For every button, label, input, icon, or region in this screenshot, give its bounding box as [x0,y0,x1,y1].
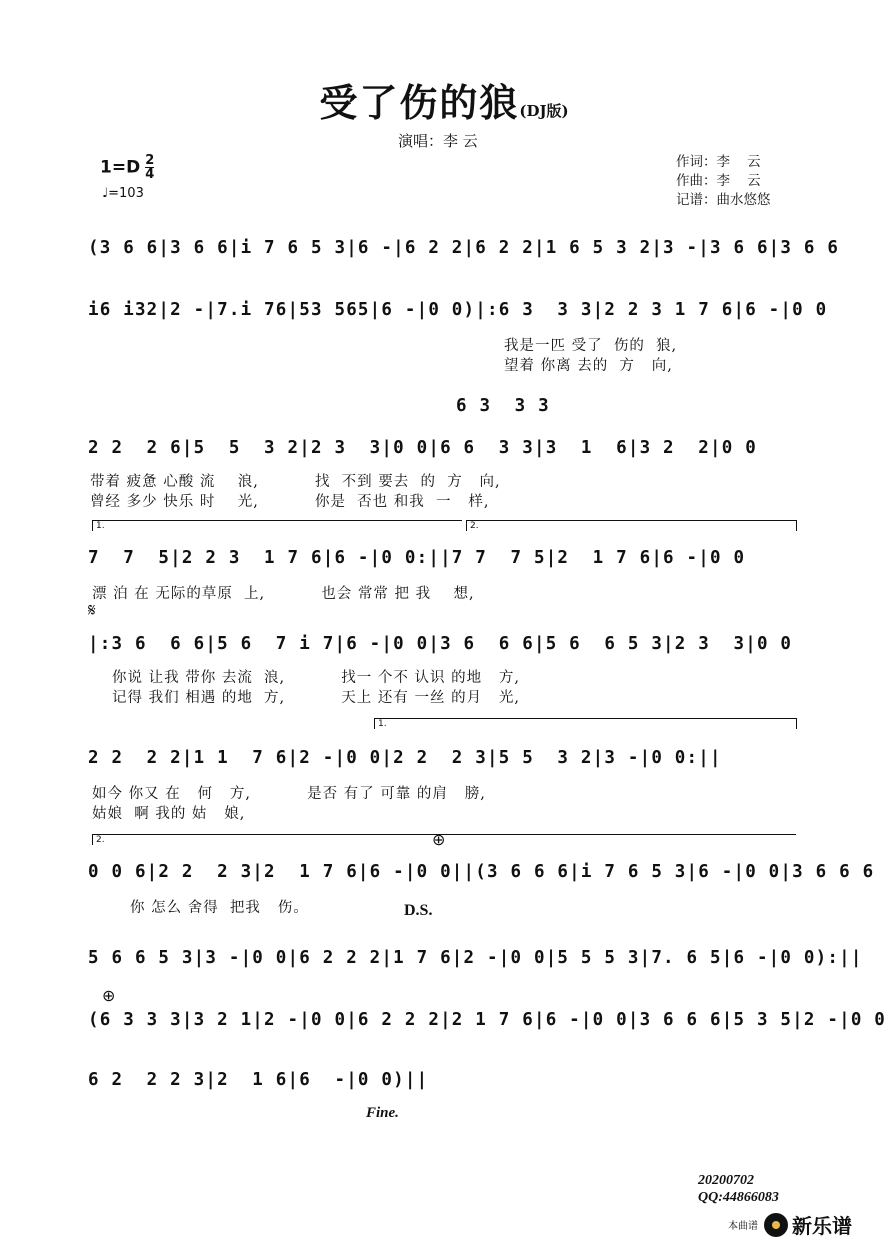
notation-row-7: 0 0 6|2 2 2 3|2 1 7 6|6 -|0 0||(3 6 6 6|i 7 6 5 3|6 -|0 0|3 6 6 6 [88,862,875,882]
time-signature: $\frac{2}{4}$ [145,153,155,182]
notation-row-10: 6 2 2 2 3|2 1 6|6 -|0 0)|| [88,1070,429,1090]
song-title: 受了伤的狼(DJ版) [319,80,569,125]
qq-text: QQ:44866083 [698,1190,779,1205]
notation-row-6: 2 2 2 2|1 1 7 6|2 -|0 0|2 2 2 3|5 5 3 2|3 -|0 0:|| [88,748,722,768]
lyric-row-6a: 如今 你又 在 何 方, 是否 有了 可靠 的肩 膀, [92,786,486,802]
record-disc-icon [764,1213,788,1237]
volta-bracket-1: 1. [92,520,462,531]
ds-marking: D.S. [404,902,433,919]
lyric-row-3b: 曾经 多少 快乐 时 光, 你是 否也 和我 一 样, [90,494,490,510]
volta-bracket-row6: 1. [374,718,797,729]
lyric-row-7: 你 怎么 舍得 把我 伤。 [130,900,309,916]
lyric-row-3a: 带着 疲惫 心酸 流 浪, 找 不到 要去 的 方 向, [90,474,501,490]
date-and-qq [698,1172,779,1206]
coda-sign-2: ⊕ [102,986,116,1005]
volta-bracket-row7: 2. [92,834,796,845]
notation-row-9: (6 3 3 3|3 2 1|2 -|0 0|6 2 2 2|2 1 7 6|6 -|0 0|3 6 6 6|5 3 5|2 -|0 0 [88,1010,887,1030]
transcriber-credit: 记谱：曲水悠悠 [676,192,771,208]
credits [676,153,771,210]
lyric-row-2a: 我是一匹 受了 伤的 狼, [504,338,678,354]
title-version: (DJ版) [519,102,569,120]
footer-brand [728,1210,852,1239]
lyric-row-6b: 姑娘 啊 我的 姑 娘, [92,806,246,822]
date-text: 20200702 [698,1173,754,1188]
notation-row-2: i6 i32|2 -|7.i 76|53 565|6 -|0 0)|:6 3 3 3|2 2 3 1 7 6|6 -|0 0 [88,300,828,320]
lyricist-credit: 作词：李 云 [676,154,761,170]
notation-row-4: 7 7 5|2 2 3 1 7 6|6 -|0 0:||7 7 7 5|2 1 7 6|6 -|0 0 [88,548,746,568]
footer-note: 本曲谱 [728,1221,758,1232]
key-signature: 1=D $\frac{2}{4}$ [100,153,155,182]
notation-row-5: |:3 6 6 6|5 6 7 i 7|6 -|0 0|3 6 6 6|5 6 6 5 3|2 3 3|0 0 [88,634,793,654]
lyric-row-5a: 你说 让我 带你 去流 浪, 找一 个不 认识 的地 方, [112,670,521,686]
lyric-row-5b: 记得 我们 相遇 的地 方, 天上 还有 一丝 的月 光, [112,690,521,706]
brand-name: 新乐谱 [792,1214,852,1238]
segno-sign: 𝄋 [88,600,96,621]
notation-row-3: 2 2 2 6|5 5 3 2|2 3 3|0 0|6 6 3 3|3 1 6|3 2 2|0 0 [88,438,757,458]
tempo-marking: ♩=103 [102,186,144,201]
fine-marking: Fine. [366,1105,399,1121]
notation-row-8: 5 6 6 5 3|3 -|0 0|6 2 2 2|1 7 6|2 -|0 0|5 5 5 3|7. 6 5|6 -|0 0):|| [88,948,863,968]
lyric-row-2b: 望着 你离 去的 方 向, [504,358,673,374]
singer-label: 演唱：李 云 [398,132,478,150]
notation-row-1: (3 6 6|3 6 6|i 7 6 5 3|6 -|6 2 2|6 2 2|1 6 5 3 2|3 -|3 6 6|3 6 6 [88,238,840,258]
notation-pickup: 6 3 3 3 [456,396,550,416]
coda-sign: ⊕ [432,830,446,849]
composer-credit: 作曲：李 云 [676,173,761,189]
lyric-row-4: 漂 泊 在 无际的草原 上, 也会 常常 把 我 想, [92,586,475,602]
volta-bracket-2: 2. [466,520,797,531]
